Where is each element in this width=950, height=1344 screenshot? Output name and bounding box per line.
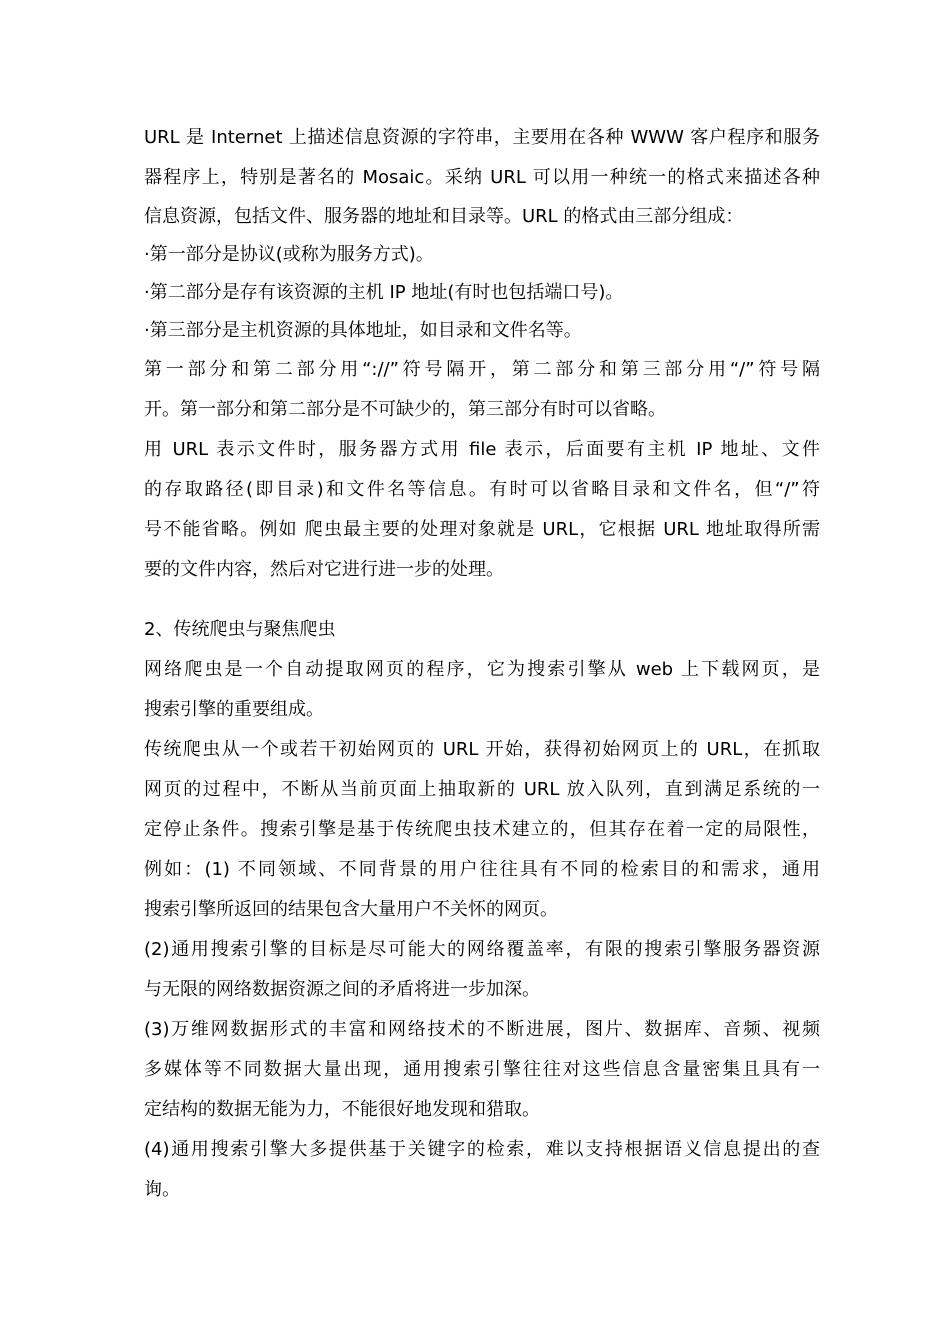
section-heading: 2、传统爬虫与聚焦爬虫	[144, 619, 336, 640]
paragraph-url-intro	[144, 118, 820, 236]
text-line: 例如：(1) 不同领域、不同背景的用户往往具有不同的检索目的和需求，通用	[144, 859, 820, 880]
limitation-item-3	[144, 1010, 820, 1130]
paragraph-crawler-definition	[144, 650, 820, 730]
text-line: 第一部分和第二部分用“://”符号隔开，第二部分和第三部分用“/”符号隔	[144, 359, 820, 380]
text-line: 定结构的数据无能为力，不能很好地发现和猎取。	[144, 1099, 540, 1120]
text-line: 定停止条件。搜索引擎是基于传统爬虫技术建立的，但其存在着一定的局限性，	[144, 819, 820, 840]
text-line: 器程序上，特别是著名的 Mosaic。采纳 URL 可以用一种统一的格式来描述各种	[144, 167, 820, 188]
text-line: (2)通用搜索引擎的目标是尽可能大的网络覆盖率，有限的搜索引擎服务器资源	[144, 939, 820, 960]
limitation-item-2	[144, 930, 820, 1010]
paragraph-url-file	[144, 430, 820, 590]
text-line: 号不能省略。例如 爬虫最主要的处理对象就是 URL，它根据 URL 地址取得所需	[144, 519, 820, 540]
list-item: ·第二部分是存有该资源的主机 IP 地址(有时也包括端口号)。	[144, 282, 624, 303]
list-item: ·第三部分是主机资源的具体地址，如目录和文件名等。	[144, 320, 582, 341]
text-line: 网页的过程中，不断从当前页面上抽取新的 URL 放入队列，直到满足系统的一	[144, 779, 820, 800]
text-line: 要的文件内容，然后对它进行进一步的处理。	[144, 559, 504, 580]
limitation-item-4	[144, 1130, 820, 1210]
text-line: 的存取路径(即目录)和文件名等信息。有时可以省略目录和文件名，但“/”符	[144, 479, 820, 500]
section-spacer	[144, 590, 820, 610]
text-line: URL 是 Internet 上描述信息资源的字符串，主要用在各种 WWW 客户程序和服务	[144, 127, 820, 148]
text-line: 与无限的网络数据资源之间的矛盾将进一步加深。	[144, 979, 540, 1000]
list-item: ·第一部分是协议(或称为服务方式)。	[144, 244, 434, 265]
paragraph-url-separators	[144, 350, 820, 430]
text-line: 搜索引擎所返回的结果包含大量用户不关怀的网页。	[144, 899, 558, 920]
text-line: (4)通用搜索引擎大多提供基于关键字的检索，难以支持根据语义信息提出的查	[144, 1139, 820, 1160]
paragraph-traditional-crawler	[144, 730, 820, 930]
text-line: 用 URL 表示文件时，服务器方式用 file 表示，后面要有主机 IP 地址、文件	[144, 439, 820, 460]
text-line: 网络爬虫是一个自动提取网页的程序，它为搜索引擎从 web 上下载网页，是	[144, 659, 820, 680]
text-line: 信息资源，包括文件、服务器的地址和目录等。URL 的格式由三部分组成：	[144, 206, 744, 227]
text-line: (3)万维网数据形式的丰富和网络技术的不断进展，图片、数据库、音频、视频	[144, 1019, 820, 1040]
text-line: 询。	[144, 1179, 180, 1200]
text-line: 开。第一部分和第二部分是不可缺少的，第三部分有时可以省略。	[144, 399, 666, 420]
text-line: 多媒体等不同数据大量出现，通用搜索引擎往往对这些信息含量密集且具有一	[144, 1059, 820, 1080]
bullet-list	[144, 236, 820, 350]
text-line: 搜索引擎的重要组成。	[144, 699, 324, 720]
text-line: 传统爬虫从一个或若干初始网页的 URL 开始，获得初始网页上的 URL，在抓取	[144, 739, 820, 760]
document-body	[144, 118, 820, 1210]
